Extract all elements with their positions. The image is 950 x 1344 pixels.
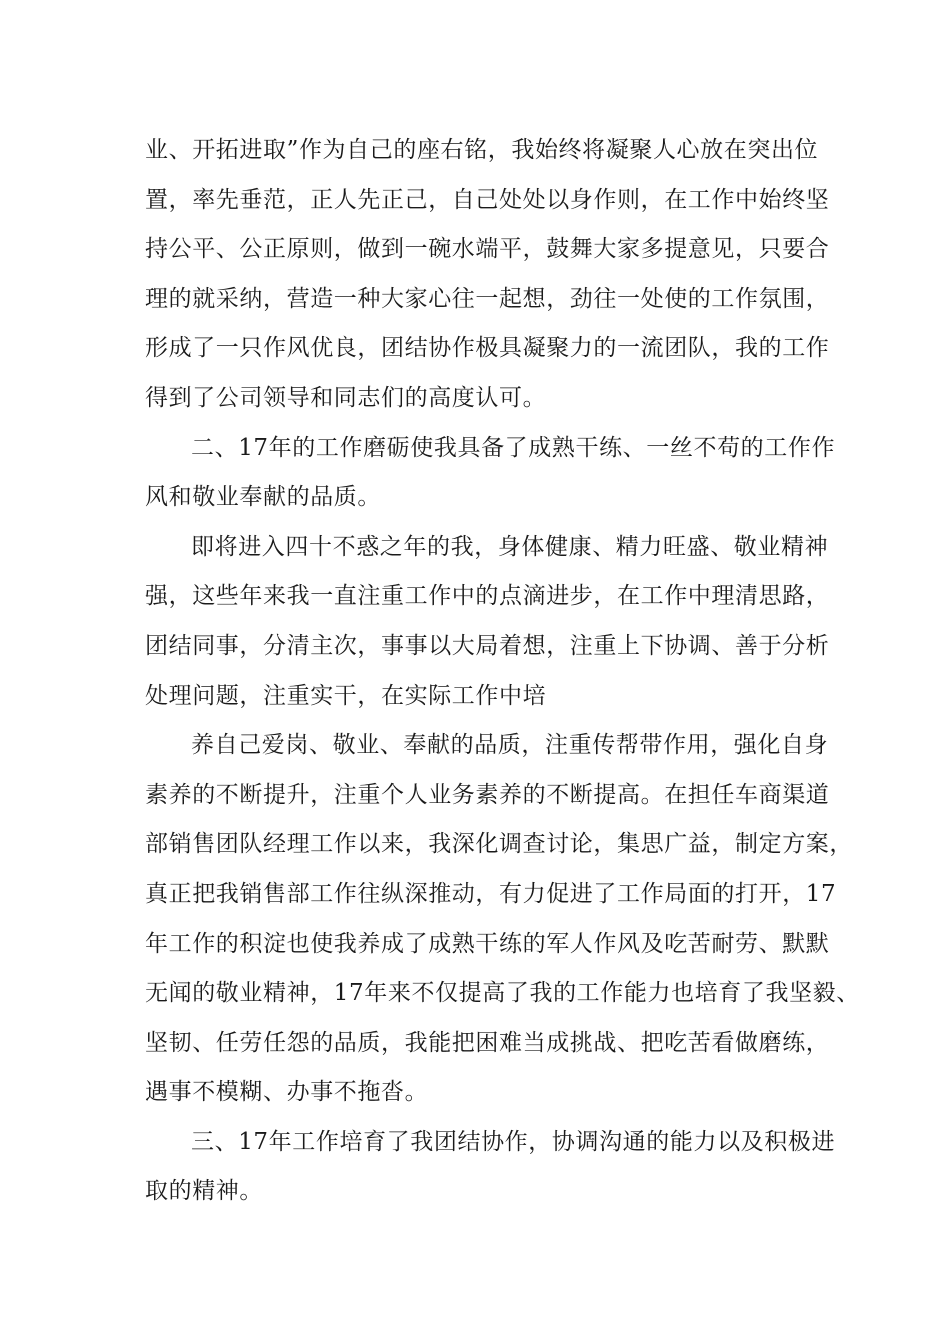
paragraph-start: 养自己爱岗、敬业、奉献的品质，注重传帮带作用，强化自身 — [191, 732, 829, 759]
text-line: 理的就采纳，营造一种大家心往一起想，劲往一处使的工作氛围， — [145, 285, 830, 312]
section-heading-2-cont: 风和敬业奉献的品质。 — [145, 484, 381, 511]
text-line: 部销售团队经理工作以来，我深化调查讨论，集思广益，制定方案， — [145, 831, 853, 858]
text-line: 强，这些年来我一直注重工作中的点滴进步，在工作中理清思路， — [145, 583, 830, 610]
text-line: 遇事不模糊、办事不拖沓。 — [145, 1079, 429, 1106]
text-line: 素养的不断提升，注重个人业务素养的不断提高。在担任车商渠道 — [145, 781, 830, 808]
text-line: 团结同事，分清主次，事事以大局着想，注重上下协调、善于分析 — [145, 632, 830, 659]
text-line: 持公平、公正原则，做到一碗水端平，鼓舞大家多提意见，只要合 — [145, 236, 830, 263]
text-line: 坚韧、任劳任怨的品质，我能把困难当成挑战、把吃苦看做磨练， — [145, 1029, 830, 1056]
paragraph-start: 即将进入四十不惑之年的我，身体健康、精力旺盛、敬业精神 — [191, 533, 829, 560]
text-line: 处理问题，注重实干，在实际工作中培 — [145, 682, 547, 709]
text-line: 无闻的敬业精神，17年来不仅提高了我的工作能力也培育了我坚毅、 — [145, 980, 860, 1007]
text-line: 真正把我销售部工作往纵深推动，有力促进了工作局面的打开，17 — [145, 880, 837, 907]
text-line: 业、开拓进取”作为自己的座右铭，我始终将凝聚人心放在突出位 — [145, 137, 819, 163]
document-body — [145, 126, 860, 1217]
text-line: 年工作的积淀也使我养成了成熟干练的军人作风及吃苦耐劳、默默 — [145, 930, 830, 957]
section-heading-3: 三、17年工作培育了我团结协作，协调沟通的能力以及积极进 — [191, 1128, 836, 1155]
text-line: 置，率先垂范，正人先正己，自己处处以身作则，在工作中始终坚 — [145, 186, 830, 213]
section-heading-2: 二、17年的工作磨砺使我具备了成熟干练、一丝不苟的工作作 — [191, 434, 836, 461]
text-line: 形成了一只作风优良，团结协作极具凝聚力的一流团队，我的工作 — [145, 335, 830, 362]
section-heading-3-cont: 取的精神。 — [145, 1178, 263, 1205]
text-line: 得到了公司领导和同志们的高度认可。 — [145, 384, 547, 411]
